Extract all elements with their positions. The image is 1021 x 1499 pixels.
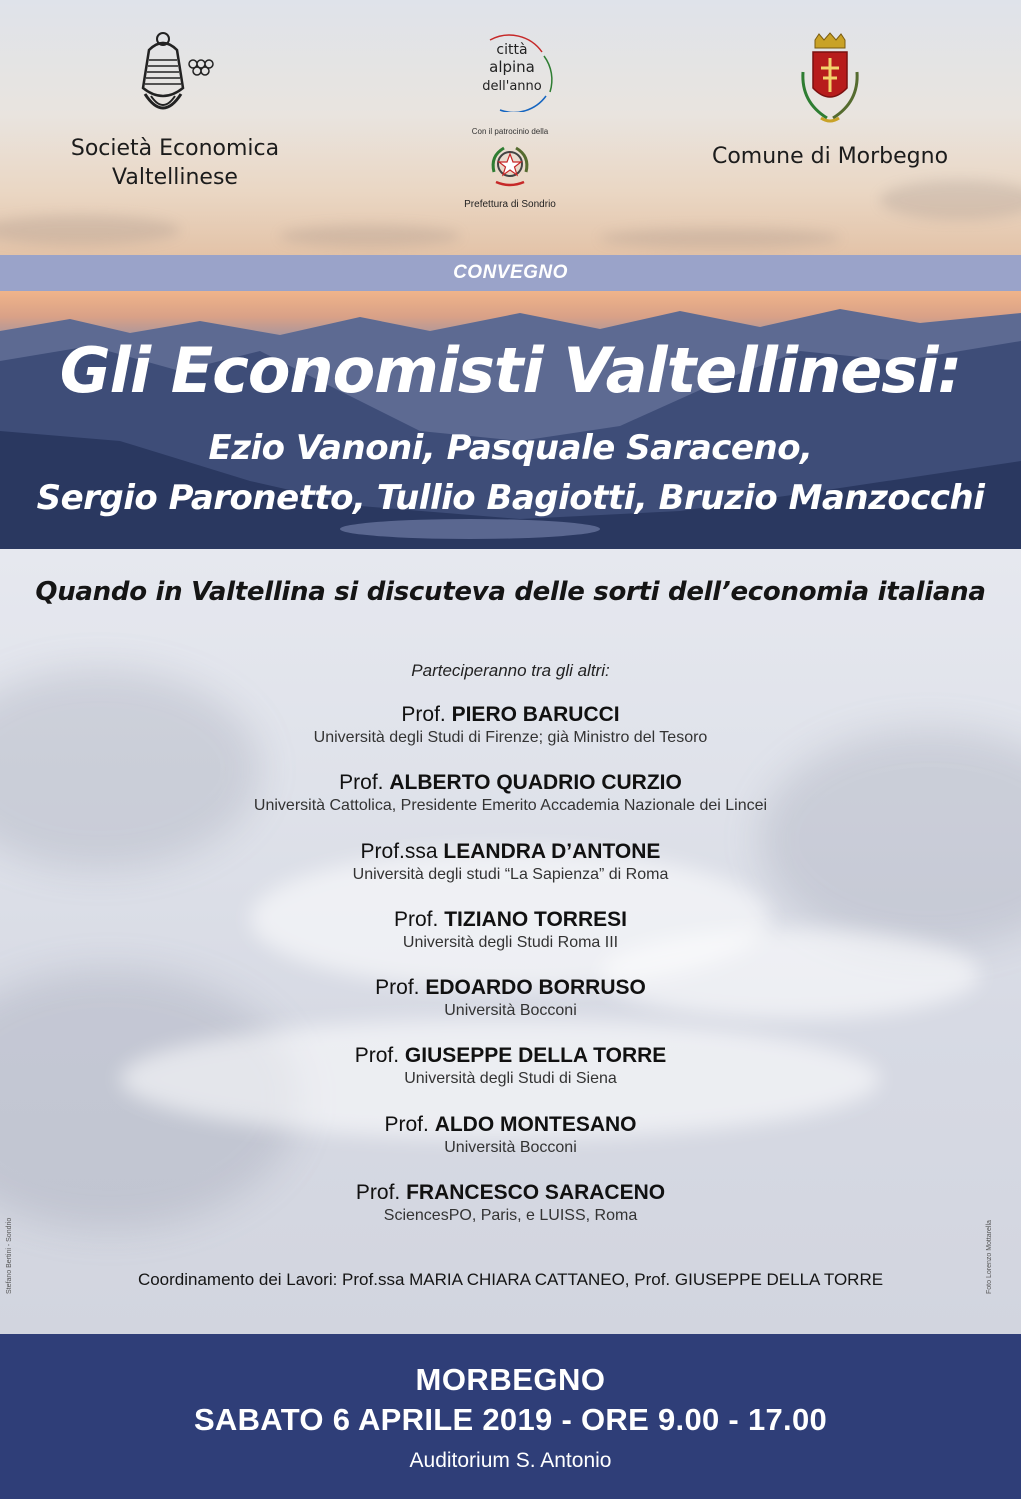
subtitle — [0, 423, 1021, 523]
speaker-list — [0, 702, 1021, 1248]
speaker-affiliation: Università degli studi “La Sapienza” di Roma — [352, 865, 669, 883]
speaker-item — [0, 907, 1021, 975]
speaker-affiliation: Università degli Studi Roma III — [402, 933, 619, 951]
sev-logo-block — [40, 30, 310, 192]
prefecture-label: Prefettura di Sondrio — [464, 199, 556, 210]
logo-word-anno: dell'anno — [482, 79, 542, 94]
italian-republic-emblem-icon — [486, 142, 534, 190]
speaker-name: ALBERTO QUADRIO CURZIO — [389, 771, 682, 795]
speakers-intro: Parteciperanno tra gli altri: — [411, 661, 610, 680]
speaker-name: LEANDRA D’ANTONE — [443, 839, 661, 863]
speaker-affiliation: Università Bocconi — [444, 1002, 577, 1020]
speaker-name: EDOARDO BORRUSO — [425, 976, 646, 1000]
speaker-item — [0, 702, 1021, 770]
speaker-name: FRANCESCO SARACENO — [406, 1181, 666, 1205]
main-title: Gli Economisti Valtellinesi: — [59, 334, 962, 407]
speaker-name-line — [0, 702, 1021, 728]
speaker-item — [0, 839, 1021, 907]
speaker-affiliation: Università degli Studi di Firenze; già Ministro del Tesoro — [313, 729, 708, 746]
speaker-affiliation: Università Cattolica, Presidente Emerito Accademia Nazionale dei Lincei — [253, 797, 768, 815]
comune-logo-block — [690, 32, 970, 171]
speaker-name-line — [0, 1112, 1021, 1138]
event-type-bar: CONVEGNO — [0, 255, 1021, 291]
speaker-title: Prof. — [375, 976, 420, 1000]
sev-name-line2: Valtellinese — [112, 165, 238, 190]
speaker-item — [0, 1043, 1021, 1111]
event-city: MORBEGNO — [415, 1362, 606, 1397]
speaker-name: TIZIANO TORRESI — [444, 907, 627, 931]
sev-name-line1: Società Economica — [70, 136, 280, 161]
patronage-label: Con il patrocinio della — [471, 127, 549, 136]
sev-emblem-icon — [135, 30, 215, 126]
event-date: SABATO 6 APRILE 2019 - ORE 9.00 - 17.00 — [193, 1402, 828, 1437]
speaker-name-line — [0, 975, 1021, 1001]
speaker-item — [0, 770, 1021, 838]
subtitle-line-1: Ezio Vanoni, Pasquale Saraceno, — [208, 428, 813, 468]
tagline: Quando in Valtellina si discuteva delle sorti dell’economia italiana — [35, 577, 986, 607]
speaker-name-line — [0, 1043, 1021, 1069]
body-section — [0, 549, 1021, 1334]
speaker-name: GIUSEPPE DELLA TORRE — [404, 1044, 667, 1068]
coordination-line: Coordinamento dei Lavori: Prof.ssa MARIA CHIARA CATTANEO, Prof. GIUSEPPE DELLA TORRE — [137, 1270, 884, 1289]
center-logo-block — [440, 32, 580, 210]
speaker-name-line — [0, 839, 1021, 865]
speaker-title: Prof. — [355, 1181, 401, 1205]
header — [0, 0, 1021, 255]
speaker-affiliation: SciencesPO, Paris, e LUISS, Roma — [383, 1207, 638, 1225]
event-venue: Auditorium S. Antonio — [409, 1449, 612, 1472]
speaker-title: Prof. — [401, 703, 446, 726]
footer — [0, 1334, 1021, 1499]
speaker-title: Prof. — [394, 907, 439, 931]
speaker-name-line — [0, 1180, 1021, 1206]
speaker-name-line — [0, 770, 1021, 796]
speaker-affiliation: Università degli Studi di Siena — [404, 1070, 617, 1088]
logo-word-alpina: alpina — [489, 58, 535, 76]
citta-alpina-logo-icon — [460, 32, 560, 112]
speaker-title: Prof.ssa — [360, 839, 438, 863]
speaker-affiliation: Università Bocconi — [444, 1138, 577, 1156]
logo-word-citta: città — [496, 42, 528, 58]
title-band — [0, 291, 1021, 549]
morbegno-coat-of-arms-icon — [795, 32, 865, 128]
speaker-title: Prof. — [384, 1112, 429, 1136]
speaker-title: Prof. — [339, 771, 384, 795]
subtitle-line-2: Sergio Paronetto, Tullio Bagiotti, Bruzio Manzocchi — [36, 478, 985, 518]
speaker-item — [0, 1180, 1021, 1248]
photo-credit-right: Foto Lorenzo Mottarella — [986, 1220, 993, 1294]
speaker-title: Prof. — [354, 1044, 400, 1068]
comune-name: Comune di Morbegno — [711, 144, 949, 169]
speaker-item — [0, 1112, 1021, 1180]
speaker-item — [0, 975, 1021, 1043]
speaker-name-line — [0, 907, 1021, 933]
speaker-name: PIERO BARUCCI — [451, 703, 620, 726]
speaker-name: ALDO MONTESANO — [434, 1112, 637, 1136]
photo-credit-left: Stefano Bertini - Sondrio — [6, 1217, 13, 1294]
